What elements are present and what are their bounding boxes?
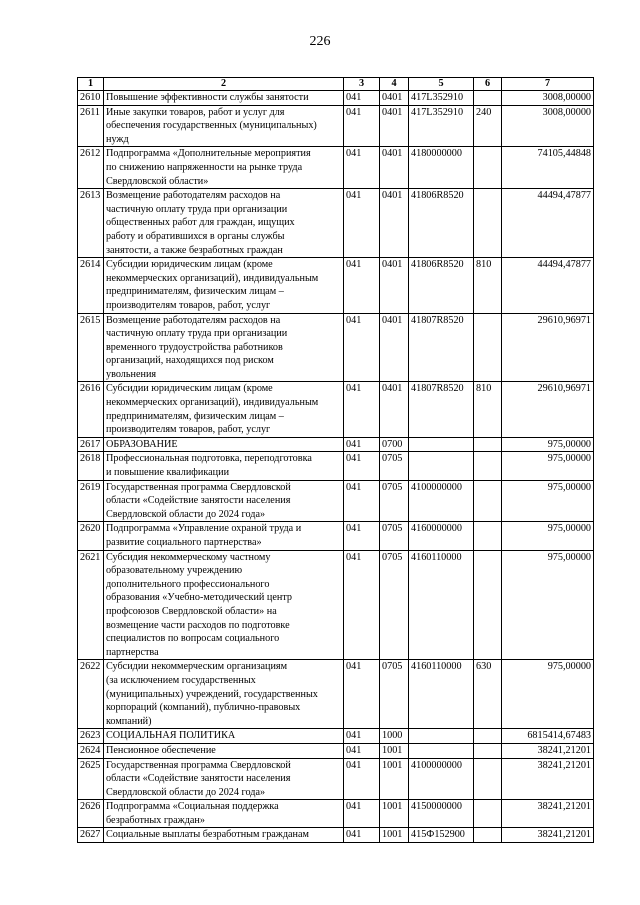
row-amount: 38241,21201	[502, 800, 594, 828]
row-number: 2614	[78, 258, 104, 313]
row-name: Государственная программа Свердловской области «Содействие занятости населения Свердловской области до 2024 года»	[104, 480, 344, 522]
row-dept-code: 041	[344, 452, 380, 480]
table-row	[78, 480, 594, 522]
row-amount: 29610,96971	[502, 382, 594, 437]
table-row	[78, 452, 594, 480]
table-row	[78, 105, 594, 147]
row-expense-type	[474, 437, 502, 452]
row-target-code	[409, 743, 474, 758]
row-name: Профессиональная подготовка, переподготовка и повышение квалификации	[104, 452, 344, 480]
column-header: 4	[380, 78, 409, 91]
row-amount: 975,00000	[502, 550, 594, 660]
row-dept-code: 041	[344, 313, 380, 382]
row-expense-type: 810	[474, 382, 502, 437]
row-section-code: 0401	[380, 382, 409, 437]
row-number: 2613	[78, 189, 104, 258]
row-number: 2620	[78, 522, 104, 550]
row-section-code: 0401	[380, 147, 409, 189]
row-number: 2610	[78, 91, 104, 106]
row-section-code: 0705	[380, 522, 409, 550]
row-name: Субсидии юридическим лицам (кроме некоммерческих организаций), индивидуальным предпринимателям, физическим лицам – производителям товаров, работ, услуг	[104, 258, 344, 313]
row-target-code: 41807R8520	[409, 313, 474, 382]
row-target-code: 4160110000	[409, 660, 474, 729]
row-name: СОЦИАЛЬНАЯ ПОЛИТИКА	[104, 729, 344, 744]
row-number: 2618	[78, 452, 104, 480]
row-number: 2626	[78, 800, 104, 828]
row-dept-code: 041	[344, 800, 380, 828]
table-row	[78, 800, 594, 828]
row-dept-code: 041	[344, 743, 380, 758]
row-section-code: 0401	[380, 105, 409, 147]
row-expense-type	[474, 522, 502, 550]
row-amount: 74105,44848	[502, 147, 594, 189]
row-section-code: 0401	[380, 313, 409, 382]
row-amount: 975,00000	[502, 437, 594, 452]
row-number: 2621	[78, 550, 104, 660]
table-row	[78, 729, 594, 744]
row-amount: 975,00000	[502, 480, 594, 522]
table-row	[78, 147, 594, 189]
row-target-code: 4180000000	[409, 147, 474, 189]
column-header: 3	[344, 78, 380, 91]
row-dept-code: 041	[344, 147, 380, 189]
row-section-code: 0705	[380, 480, 409, 522]
row-target-code: 41807R8520	[409, 382, 474, 437]
table-row	[78, 743, 594, 758]
table-row	[78, 313, 594, 382]
row-amount: 44494,47877	[502, 189, 594, 258]
table-row	[78, 828, 594, 843]
row-number: 2625	[78, 758, 104, 800]
row-target-code: 4160110000	[409, 550, 474, 660]
row-dept-code: 041	[344, 189, 380, 258]
row-name: ОБРАЗОВАНИЕ	[104, 437, 344, 452]
row-name: Субсидии юридическим лицам (кроме некоммерческих организаций), индивидуальным предпринимателям, физическим лицам – производителям товаров, работ, услуг	[104, 382, 344, 437]
row-target-code: 417L352910	[409, 105, 474, 147]
row-name: Возмещение работодателям расходов на частичную оплату труда при организации общественных работ для граждан, ищущих работу и обратившихся в органы службы занятости, а также безработных граждан	[104, 189, 344, 258]
row-amount: 975,00000	[502, 522, 594, 550]
row-expense-type: 240	[474, 105, 502, 147]
row-name: Повышение эффективности службы занятости	[104, 91, 344, 106]
column-header: 7	[502, 78, 594, 91]
row-section-code: 1001	[380, 743, 409, 758]
row-amount: 3008,00000	[502, 105, 594, 147]
table-row	[78, 758, 594, 800]
row-number: 2622	[78, 660, 104, 729]
row-section-code: 0705	[380, 660, 409, 729]
row-section-code: 0700	[380, 437, 409, 452]
row-expense-type	[474, 758, 502, 800]
row-section-code: 0401	[380, 91, 409, 106]
row-number: 2619	[78, 480, 104, 522]
table-row	[78, 522, 594, 550]
row-expense-type	[474, 743, 502, 758]
row-target-code	[409, 729, 474, 744]
row-amount: 6815414,67483	[502, 729, 594, 744]
row-section-code: 1001	[380, 800, 409, 828]
row-number: 2623	[78, 729, 104, 744]
row-dept-code: 041	[344, 758, 380, 800]
row-amount: 44494,47877	[502, 258, 594, 313]
table-row	[78, 91, 594, 106]
table-row	[78, 437, 594, 452]
row-target-code: 4100000000	[409, 480, 474, 522]
row-name: Подпрограмма «Дополнительные мероприятия по снижению напряженности на рынке труда Свердловской области»	[104, 147, 344, 189]
row-target-code: 417L352910	[409, 91, 474, 106]
row-section-code: 1001	[380, 828, 409, 843]
page-number: 226	[309, 34, 331, 49]
row-number: 2615	[78, 313, 104, 382]
row-section-code: 0401	[380, 189, 409, 258]
row-expense-type	[474, 729, 502, 744]
row-dept-code: 041	[344, 729, 380, 744]
row-name: Субсидии некоммерческим организациям (за исключением государственных (муниципальных) учреждений, государственных корпораций (компаний), публично-правовых компаний)	[104, 660, 344, 729]
row-expense-type	[474, 800, 502, 828]
row-amount: 38241,21201	[502, 743, 594, 758]
row-amount: 975,00000	[502, 660, 594, 729]
row-target-code	[409, 452, 474, 480]
row-target-code: 415Ф152900	[409, 828, 474, 843]
row-name: Подпрограмма «Социальная поддержка безработных граждан»	[104, 800, 344, 828]
row-amount: 29610,96971	[502, 313, 594, 382]
row-expense-type	[474, 147, 502, 189]
row-target-code: 4150000000	[409, 800, 474, 828]
row-expense-type	[474, 91, 502, 106]
row-dept-code: 041	[344, 382, 380, 437]
row-expense-type: 630	[474, 660, 502, 729]
row-expense-type	[474, 189, 502, 258]
row-dept-code: 041	[344, 105, 380, 147]
row-expense-type: 810	[474, 258, 502, 313]
row-section-code: 1001	[380, 758, 409, 800]
row-number: 2611	[78, 105, 104, 147]
column-header: 2	[104, 78, 344, 91]
row-number: 2617	[78, 437, 104, 452]
row-name: Подпрограмма «Управление охраной труда и развитие социального партнерства»	[104, 522, 344, 550]
row-expense-type	[474, 452, 502, 480]
column-header: 6	[474, 78, 502, 91]
row-number: 2627	[78, 828, 104, 843]
row-dept-code: 041	[344, 550, 380, 660]
row-amount: 3008,00000	[502, 91, 594, 106]
row-amount: 38241,21201	[502, 758, 594, 800]
row-expense-type	[474, 550, 502, 660]
row-expense-type	[474, 828, 502, 843]
row-dept-code: 041	[344, 258, 380, 313]
row-section-code: 0401	[380, 258, 409, 313]
budget-table	[77, 77, 594, 843]
row-amount: 975,00000	[502, 452, 594, 480]
row-name: Государственная программа Свердловской области «Содействие занятости населения Свердловской области до 2024 года»	[104, 758, 344, 800]
row-section-code: 0705	[380, 550, 409, 660]
row-name: Пенсионное обеспечение	[104, 743, 344, 758]
row-dept-code: 041	[344, 91, 380, 106]
row-target-code	[409, 437, 474, 452]
row-name: Субсидия некоммерческому частному образовательному учреждению дополнительного профессионального образования «Учебно-методический центр профсоюзов Свердловской области» на возмещение части расходов по подготовке специалистов по вопросам социального партнерства	[104, 550, 344, 660]
row-name: Социальные выплаты безработным гражданам	[104, 828, 344, 843]
column-header: 5	[409, 78, 474, 91]
row-target-code: 4100000000	[409, 758, 474, 800]
row-number: 2616	[78, 382, 104, 437]
row-amount: 38241,21201	[502, 828, 594, 843]
row-target-code: 4160000000	[409, 522, 474, 550]
row-expense-type	[474, 480, 502, 522]
row-expense-type	[474, 313, 502, 382]
column-header: 1	[78, 78, 104, 91]
row-target-code: 41806R8520	[409, 189, 474, 258]
row-section-code: 1000	[380, 729, 409, 744]
row-number: 2612	[78, 147, 104, 189]
table-row	[78, 550, 594, 660]
table-row	[78, 258, 594, 313]
row-dept-code: 041	[344, 660, 380, 729]
table-header-row	[78, 78, 594, 91]
row-name: Возмещение работодателям расходов на частичную оплату труда при организации временного трудоустройства работников организаций, находящихся под риском увольнения	[104, 313, 344, 382]
row-name: Иные закупки товаров, работ и услуг для обеспечения государственных (муниципальных) нужд	[104, 105, 344, 147]
table-row	[78, 382, 594, 437]
row-section-code: 0705	[380, 452, 409, 480]
row-dept-code: 041	[344, 437, 380, 452]
row-target-code: 41806R8520	[409, 258, 474, 313]
table-row	[78, 189, 594, 258]
table-row	[78, 660, 594, 729]
row-dept-code: 041	[344, 522, 380, 550]
row-dept-code: 041	[344, 828, 380, 843]
row-number: 2624	[78, 743, 104, 758]
row-dept-code: 041	[344, 480, 380, 522]
